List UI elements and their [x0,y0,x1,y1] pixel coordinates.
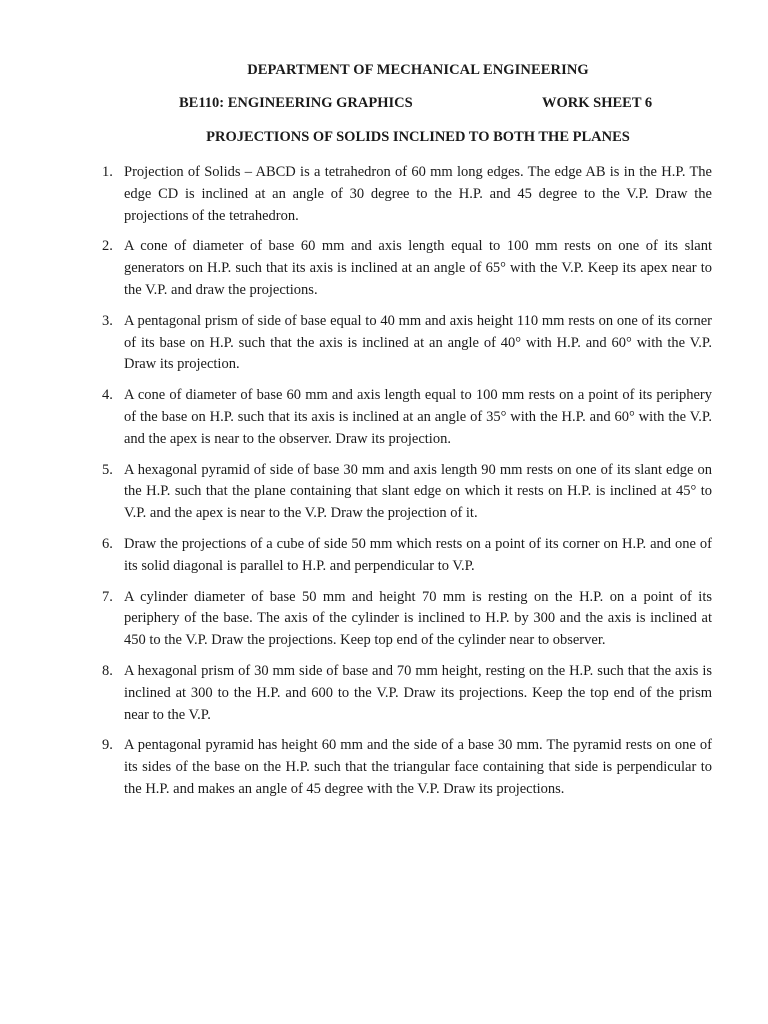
question-number: 8. [102,662,113,679]
question-text: Draw the projections of a cube of side 50 mm which rests on a point of its corner on H.P. and one of its solid diagonal is parallel to H.P. and perpendicular to V.P. [124,535,712,574]
question-item [96,236,712,301]
question-number: 3. [102,312,113,329]
question-text: A hexagonal pyramid of side of base 30 mm and axis length 90 mm rests on one of its slant edge on the H.P. such that the plane containing that slant edge on which it rests on H.P. is inclined at 45° to V.P. and the apex is near to the V.P. Draw the projection of it. [124,461,712,522]
department-heading: DEPARTMENT OF MECHANICAL ENGINEERING [247,62,589,78]
question-text: A hexagonal prism of 30 mm side of base and 70 mm height, resting on the H.P. such that the axis is inclined at 300 to the H.P. and 600 to the V.P. Draw its projections. Keep the top end of the prism near to the V.P. [124,662,712,723]
question-text: A pentagonal pyramid has height 60 mm and the side of a base 30 mm. The pyramid rests on one of its sides of the base on the H.P. such that the triangular face containing that side is perpendicular to the H.P. and makes an angle of 45 degree with the V.P. Draw its projections. [124,737,712,797]
question-number: 5. [102,461,113,478]
question-number: 9. [102,737,113,754]
question-number: 4. [102,387,113,404]
question-number: 6. [102,535,113,552]
question-item [96,735,712,800]
question-item [96,311,712,376]
question-text: A pentagonal prism of side of base equal to 40 mm and axis height 110 mm rests on one of its corner of its base on H.P. such that the axis is inclined at an angle of 40° with H.P. and 60° with the V.P. Draw its projection. [124,312,712,373]
topic-heading: PROJECTIONS OF SOLIDS INCLINED TO BOTH THE PLANES [206,129,630,145]
question-text: A cylinder diameter of base 50 mm and height 70 mm is resting on the H.P. on a point of its periphery of the base. The axis of the cylinder is inclined to H.P. by 300 and the axis is inclined at 450 to the V.P. Draw the projections. Keep top end of the cylinder near to observer. [124,588,712,649]
question-item [96,385,712,450]
question-list [96,162,712,810]
question-item [96,460,712,525]
question-number: 7. [102,588,113,605]
question-item [96,661,712,726]
course-title: BE110: ENGINEERING GRAPHICS [179,95,413,111]
question-text: Projection of Solids – ABCD is a tetrahedron of 60 mm long edges. The edge AB is in the H.P. The edge CD is inclined at an angle of 30 degree to the H.P. and 45 degree to the V.P. Draw the projections of the tetrahedron. [124,164,712,224]
question-item [96,587,712,652]
question-text: A cone of diameter of base 60 mm and axis length equal to 100 mm rests on one of its slant generators on H.P. such that its axis is inclined at an angle of 65° with the V.P. Keep its apex near to the V.P. and draw the projections. [124,238,712,298]
question-text: A cone of diameter of base 60 mm and axis length equal to 100 mm rests on a point of its periphery of the base on H.P. such that its axis is inclined at an angle of 35° with the H.P. and 60° with the V.P. and the apex is near to the observer. Draw its projection. [124,387,712,447]
worksheet-number: WORK SHEET 6 [542,95,653,111]
question-number: 1. [102,164,113,180]
question-item [96,162,712,227]
question-number: 2. [102,238,113,255]
question-item [96,534,712,578]
